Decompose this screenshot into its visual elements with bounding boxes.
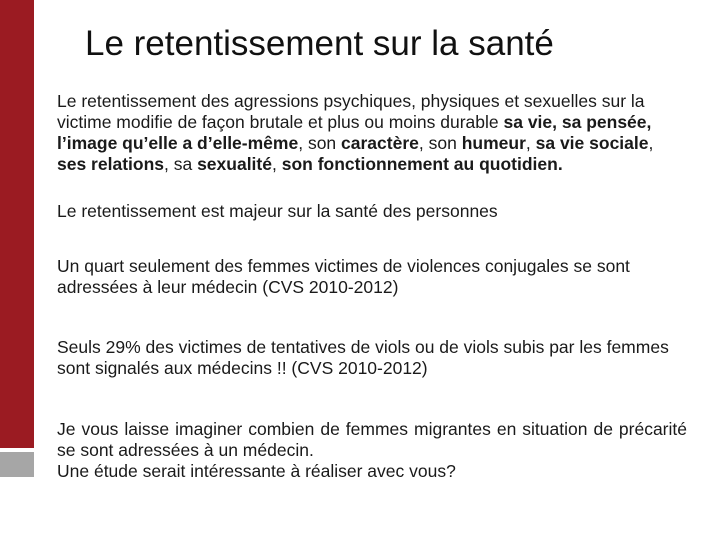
separator: , sa bbox=[164, 154, 198, 174]
separator: , bbox=[525, 133, 536, 153]
emphasis-functioning: son fonctionnement au quotidien. bbox=[281, 154, 563, 174]
paragraph-migrant-women: Je vous laisse imaginer combien de femmes migrantes en situation de précarité se sont adressées à un médecin. bbox=[57, 419, 687, 460]
emphasis-mood: humeur bbox=[461, 133, 526, 153]
paragraph-major-impact: Le retentissement est majeur sur la santé des personnes bbox=[57, 201, 498, 221]
paragraph-impact bbox=[57, 91, 687, 175]
accent-bar-gray bbox=[0, 452, 34, 477]
paragraph-rape-statistic: Seuls 29% des victimes de tentatives de viols ou de viols subis par les femmes sont signalés aux médecins !! (CVS 2010-2012) bbox=[57, 337, 669, 378]
paragraph-impact-text: Le retentissement des agressions psychiques, physiques et sexuelles sur la victime modifie de façon brutale et plus ou moins durable bbox=[57, 91, 645, 132]
emphasis-sexuality: sexualité bbox=[197, 154, 272, 174]
emphasis-life: sa vie, sa pensée, l’image qu’elle a d’elle-même bbox=[57, 112, 652, 153]
separator: , son bbox=[298, 133, 342, 153]
separator: , bbox=[648, 133, 654, 153]
accent-bar-red bbox=[0, 0, 34, 448]
slide-title: Le retentissement sur la santé bbox=[85, 24, 554, 63]
paragraph-quarter-statistic: Un quart seulement des femmes victimes de violences conjugales se sont adressées à leur médecin (CVS 2010-2012) bbox=[57, 256, 630, 297]
separator: , son bbox=[418, 133, 462, 153]
paragraph-study-question: Une étude serait intéressante à réaliser avec vous? bbox=[57, 461, 456, 481]
emphasis-social-life: sa vie sociale bbox=[535, 133, 649, 153]
slide-body bbox=[57, 91, 687, 482]
emphasis-character: caractère bbox=[341, 133, 419, 153]
emphasis-relations: ses relations bbox=[57, 154, 164, 174]
separator: , bbox=[271, 154, 282, 174]
